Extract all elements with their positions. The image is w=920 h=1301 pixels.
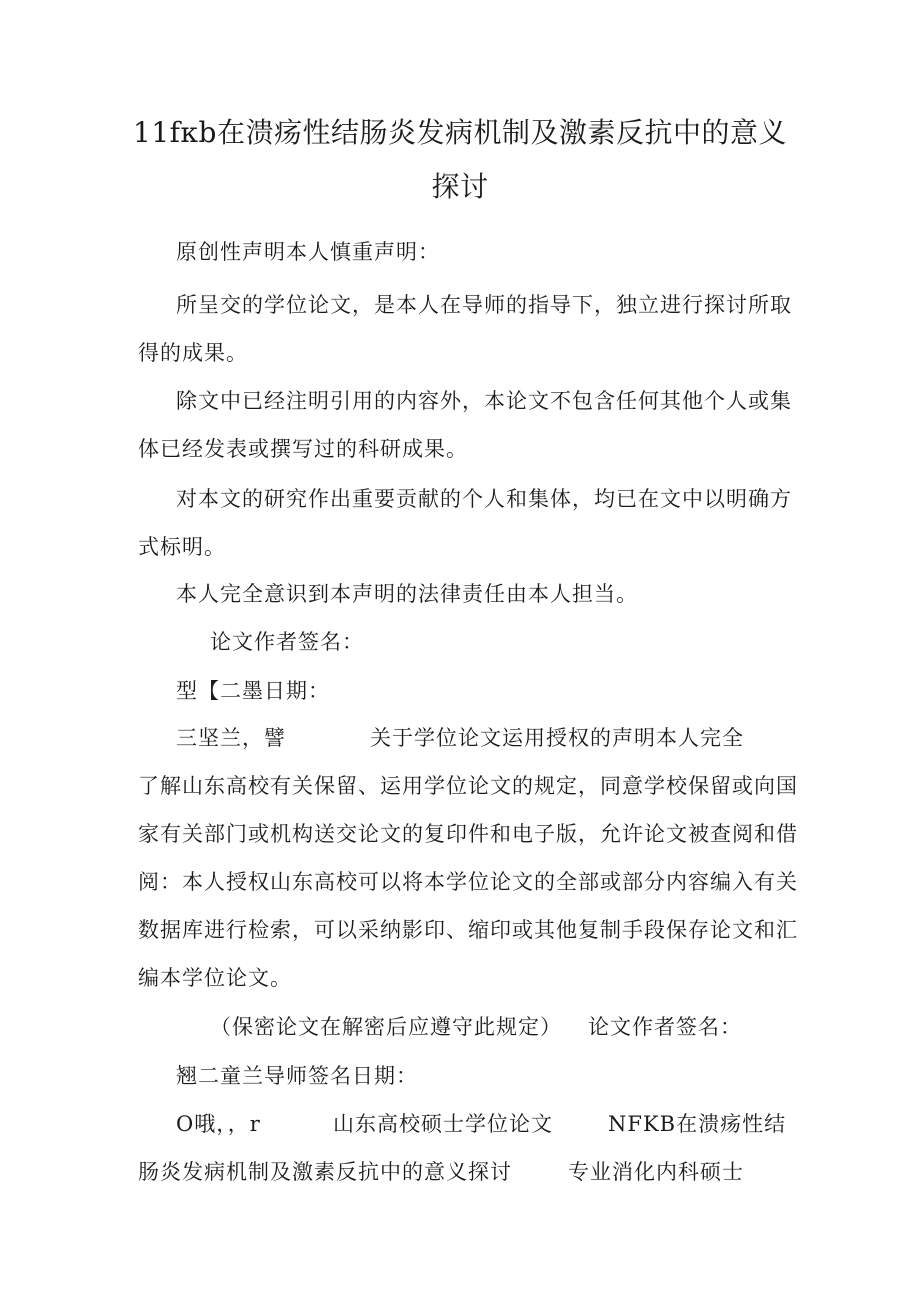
thesis-title-fragment: NFKB在溃疡性结 bbox=[608, 1112, 787, 1136]
paragraph-line: 了解山东高校有关保留、运用学位论文的规定，同意学校保留或向国 bbox=[138, 774, 798, 798]
paragraph-line: 体已经发表或撰写过的科研成果。 bbox=[138, 437, 468, 461]
paragraph-line: 本人完全意识到本声明的法律责任由本人担当。 bbox=[176, 582, 638, 606]
confidential-note: （保密论文在解密后应遵守此规定） bbox=[210, 1015, 562, 1039]
thesis-title-fragment: 肠炎发病机制及激素反抗中的意义探讨 bbox=[138, 1160, 512, 1184]
paragraph-line: 阅：本人授权山东高校可以将本学位论文的全部或部分内容编入有关 bbox=[138, 870, 798, 894]
paragraph-line: 对本文的研究作出重要贡献的个人和集体，均已在文中以明确方 bbox=[176, 487, 792, 511]
paragraph-line: 三坚兰，譬 bbox=[176, 726, 286, 750]
author-signature-label: 论文作者签名： bbox=[588, 1015, 742, 1039]
paragraph-line: 式标明。 bbox=[138, 535, 226, 559]
author-signature-label: 论文作者签名： bbox=[210, 630, 364, 654]
paragraph-line: O哦，，r bbox=[176, 1112, 261, 1136]
paragraph-line: 除文中已经注明引用的内容外，本论文不包含任何其他个人或集 bbox=[176, 389, 792, 413]
paragraph-line: 得的成果。 bbox=[138, 341, 248, 365]
document-title-line-2: 探讨 bbox=[431, 170, 489, 203]
thesis-header: 山东高校硕士学位论文 bbox=[333, 1112, 553, 1136]
thesis-major: 专业消化内科硕士 bbox=[568, 1160, 744, 1184]
paragraph-line: 编本学位论文。 bbox=[138, 966, 292, 990]
signature-date-line: 型【二墨日期： bbox=[176, 679, 330, 703]
paragraph-line: 家有关部门或机构送交论文的复印件和电子版，允许论文被查阅和借 bbox=[138, 822, 798, 846]
paragraph-line: 数据库进行检索，可以采纳影印、缩印或其他复制手段保存论文和汇 bbox=[138, 918, 798, 942]
authorization-heading: 关于学位论文运用授权的声明本人完全 bbox=[370, 726, 744, 750]
paragraph-line: 所呈交的学位论文，是本人在导师的指导下，独立进行探讨所取 bbox=[176, 293, 792, 317]
declaration-heading: 原创性声明本人慎重声明： bbox=[176, 240, 440, 264]
document-title-line-1: 11fкb在溃疡性结肠炎发病机制及激素反抗中的意义 bbox=[133, 116, 787, 149]
supervisor-signature-line: 翘二童兰导师签名日期： bbox=[176, 1064, 418, 1088]
